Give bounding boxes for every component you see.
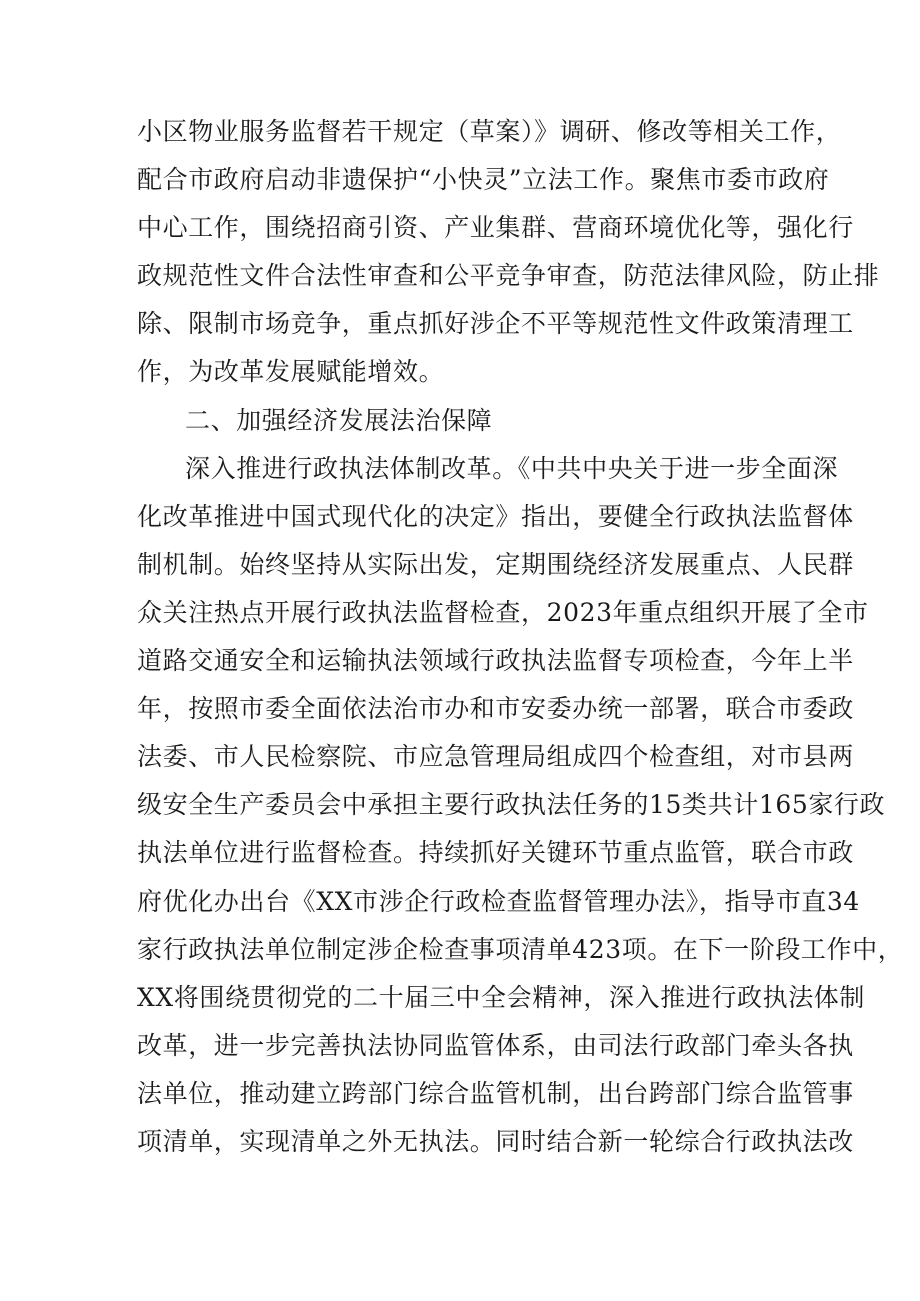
- paragraph-line: 化改革推进中国式现代化的决定》指出，要健全行政执法监督体: [137, 501, 854, 531]
- paragraph-line: 配合市政府启动非遗保护“小快灵”立法工作。聚焦市委市政府: [137, 165, 830, 195]
- paragraph-line: 小区物业服务监督若干规定（草案）》调研、修改等相关工作，: [137, 117, 842, 146]
- paragraph-line: 政规范性文件合法性审查和公平竞争审查，防范法律风险，防止排: [137, 261, 880, 291]
- paragraph-line: 项清单，实现清单之外无执法。同时结合新一轮综合行政执法改: [137, 1126, 854, 1156]
- paragraph-line: 制机制。始终坚持从实际出发，定期围绕经济发展重点、人民群: [137, 549, 854, 579]
- paragraph-line: 道路交通安全和运输执法领域行政执法监督专项检查，今年上半: [137, 646, 854, 676]
- paragraph-line: XX将围绕贯彻党的二十届三中全会精神，深入推进行政执法体制: [137, 982, 865, 1012]
- paragraph-line: 年，按照市委全面依法治市办和市安委办统一部署，联合市委政: [137, 694, 854, 724]
- paragraph-line: 家行政执法单位制定涉企检查事项清单423项。在下一阶段工作中，: [137, 934, 904, 964]
- paragraph-line: 法单位，推动建立跨部门综合监管机制，出台跨部门综合监管事: [137, 1078, 854, 1108]
- paragraph-line: 深入推进行政执法体制改革。《中共中央关于进一步全面深: [185, 453, 839, 483]
- section-heading: 二、加强经济发展法治保障: [185, 405, 493, 435]
- paragraph-line: 中心工作，围绕招商引资、产业集群、营商环境优化等，强化行: [137, 213, 854, 243]
- paragraph-line: 作，为改革发展赋能增效。: [137, 357, 445, 387]
- paragraph-line: 除、限制市场竞争，重点抓好涉企不平等规范性文件政策清理工: [137, 309, 854, 339]
- document-body: [137, 108, 904, 1166]
- paragraph-line: 法委、市人民检察院、市应急管理局组成四个检查组，对市县两: [137, 742, 854, 772]
- paragraph-line: 改革，进一步完善执法协同监管体系，由司法行政部门牵头各执: [137, 1030, 854, 1060]
- paragraph-line: 级安全生产委员会中承担主要行政执法任务的15类共计165家行政: [137, 790, 886, 820]
- paragraph-line: 众关注热点开展行政执法监督检查，2023年重点组织开展了全市: [137, 597, 869, 627]
- paragraph-line: 执法单位进行监督检查。持续抓好关键环节重点监管，联合市政: [137, 838, 854, 868]
- paragraph-line: 府优化办出台《XX市涉企行政检查监督管理办法》，指导市直34: [137, 886, 860, 916]
